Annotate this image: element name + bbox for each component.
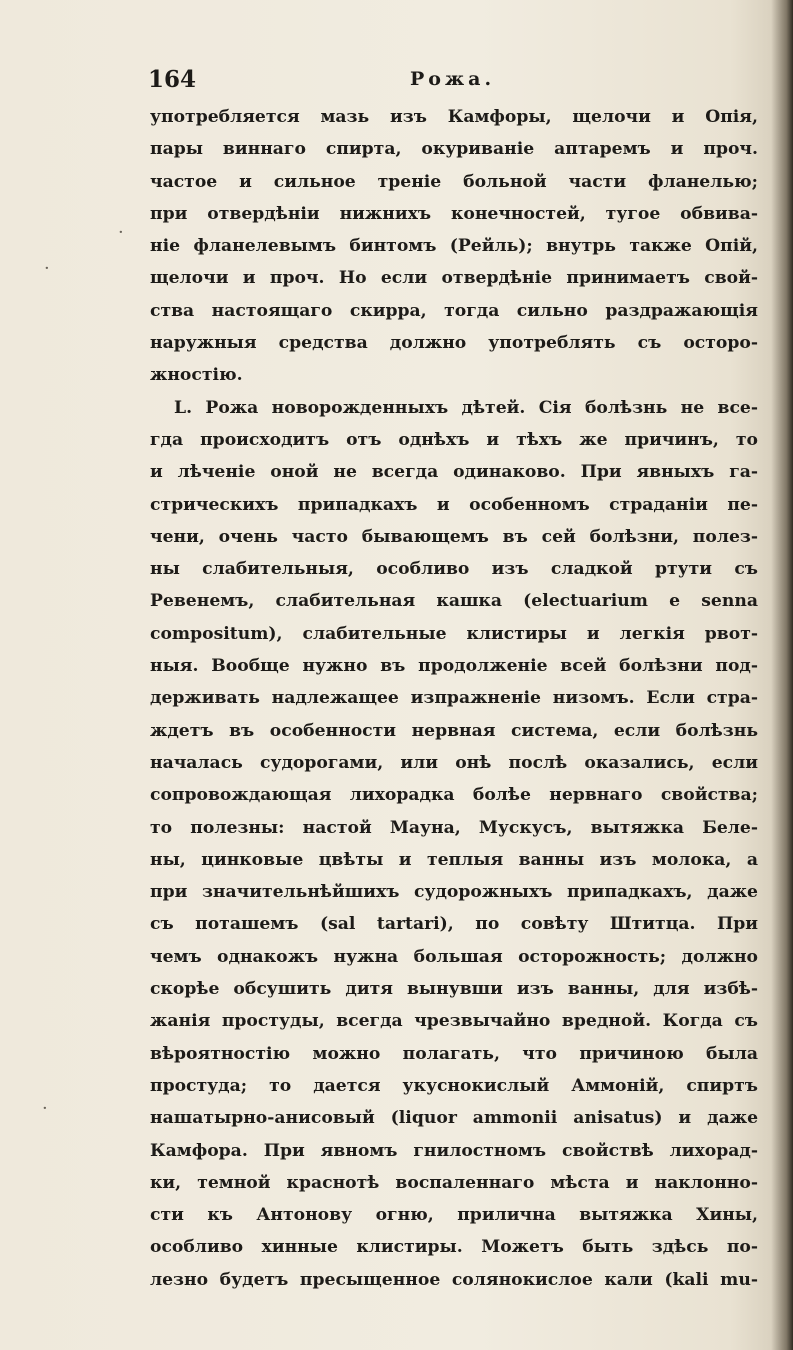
text-line: чени, очень часто бывающемъ въ сей болѣзни, полез- [150, 526, 758, 547]
text-line: жанія простуды, всегда чрезвычайно вредной. Когда съ [150, 1011, 758, 1032]
text-line: стрическихъ припадкахъ и особенномъ страданіи пе- [150, 494, 758, 515]
text-line: ждетъ въ особенности нервная система, если болѣзнь [150, 720, 758, 741]
text-line: ны, цинковые цвѣты и теплыя ванны изъ молока, а [150, 849, 758, 870]
text-line: съ поташемъ (sal tartari), по совѣту Штитца. При [150, 914, 758, 935]
text-line: Камфора. При явномъ гнилостномъ свойствѣ лихорад- [150, 1140, 758, 1161]
text-line: наружныя средства должно употреблять съ осторо- [150, 333, 758, 354]
running-title: Рожа. [410, 68, 496, 90]
text-line: ніе фланелевымъ бинтомъ (Рейль); внутрь также Опій, [150, 236, 758, 257]
text-line: частое и сильное треніе больной части фланелью; [150, 171, 758, 192]
text-line: началась судорогами, или онѣ послѣ оказались, если [150, 752, 758, 773]
text-line: ства настоящаго скирра, тогда сильно раздражающія [150, 300, 758, 321]
text-line: употребляется мазь изъ Камфоры, щелочи и Опія, [150, 107, 758, 127]
text-line: и лѣченіе оной не всегда одинаково. При явныхъ га- [150, 462, 758, 483]
text-line: ки, темной краснотѣ воспаленнаго мѣста и наклонно- [150, 1172, 758, 1193]
text-line: щелочи и проч. Но если отвердѣніе принимаетъ свой- [150, 268, 758, 289]
page-number: 164 [148, 66, 197, 93]
text-line: особливо хинные клистиры. Можетъ быть здѣсь по- [150, 1237, 758, 1258]
section-heading-line: L. Рожа новорожденныхъ дѣтей. Сія болѣзнь не все- [174, 397, 758, 418]
text-line: при значительнѣйшихъ судорожныхъ припадкахъ, даже [150, 882, 758, 903]
text-line: чемъ однакожъ нужна большая осторожность; должно [150, 946, 758, 967]
text-line: Ревенемъ, слабительная кашка (electuarium e senna [150, 591, 758, 612]
text-line: вѣроятностію можно полагать, что причиною была [150, 1043, 758, 1064]
text-line: жностію. [150, 365, 243, 386]
text-line: нашатырно-анисовый (liquor ammonii anisatus) и даже [150, 1108, 758, 1129]
text-line: сопровождающая лихорадка болѣе нервнаго свойства; [150, 785, 758, 806]
text-line: compositum), слабительные клистиры и легкія рвот- [150, 623, 758, 644]
text-line: держивать надлежащее изпражненіе низомъ. Если стра- [150, 688, 758, 709]
page-edge-shadow [771, 0, 793, 1350]
text-line: сти къ Антонову огню, прилична вытяжка Хины, [150, 1205, 758, 1226]
margin-mark-dot: · [42, 1098, 48, 1119]
text-line: ныя. Вообще нужно въ продолженіе всей болѣзни под- [150, 656, 758, 677]
text-line: при отвердѣніи нижнихъ конечностей, тугое обвива- [150, 203, 758, 224]
text-line: скорѣе обсушить дитя вынувши изъ ванны, для избѣ- [150, 979, 758, 1000]
text-line: ны слабительныя, особливо изъ сладкой ртути съ [150, 559, 758, 580]
body-text [150, 101, 758, 1296]
page-header [148, 66, 758, 96]
text-line: простуда; то дается укуснокислый Аммоній, спиртъ [150, 1075, 758, 1096]
margin-mark-dot: · [118, 222, 124, 243]
text-line: пары виннаго спирта, окуриваніе аптаремъ и проч. [150, 139, 758, 160]
text-line: гда происходитъ отъ однѣхъ и тѣхъ же причинъ, то [150, 429, 758, 450]
text-line: то полезны: настой Мауна, Мускусъ, вытяжка Беле- [150, 817, 758, 838]
text-line: лезно будетъ пресыщенное солянокислое кали (kali mu- [150, 1269, 758, 1290]
margin-mark-dot: · [44, 258, 50, 279]
